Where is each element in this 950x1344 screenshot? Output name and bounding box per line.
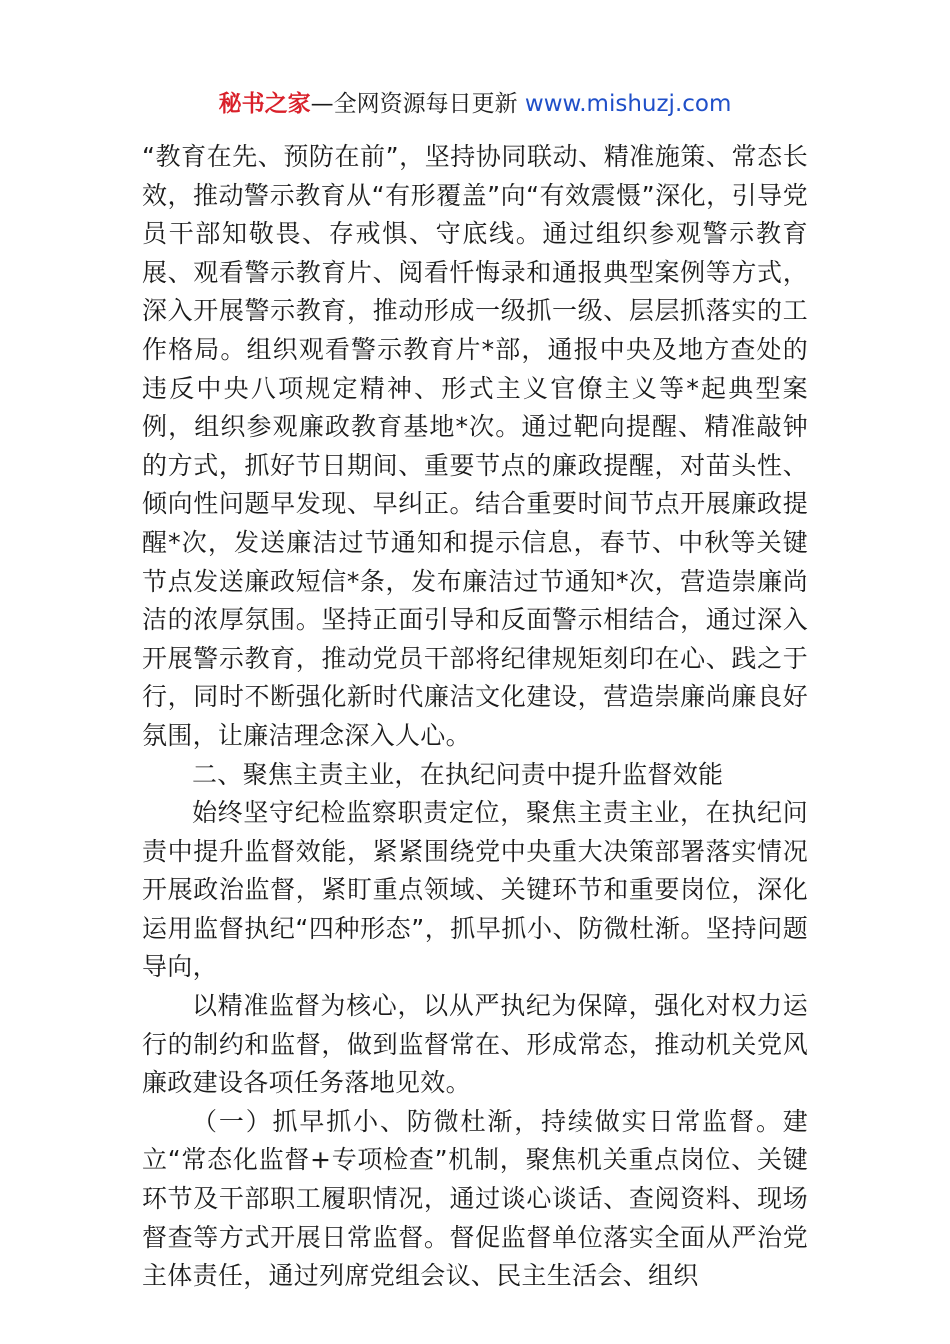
body-paragraph: 始终坚守纪检监察职责定位，聚焦主责主业，在执纪问责中提升监督效能，紧紧围绕党中央重大决策部署落实情况开展政治监督，紧盯重点领域、关键环节和重要岗位，深化运用监督执纪“四种形态”，抓早抓小、防微杜渐。坚持问题导向， [142, 798, 808, 982]
body-paragraph: （一）抓早抓小、防微杜渐，持续做实日常监督。建立“常态化监督+专项检查”机制，聚焦机关重点岗位、关键环节及干部职工履职情况，通过谈心谈话、查阅资料、现场督查等方式开展日常监督。督促监督单位落实全面从严治党主体责任，通过列席党组会议、民主生活会、组织 [142, 1106, 808, 1291]
brand-name: 秘书之家 [218, 91, 311, 117]
page-header [0, 88, 950, 120]
document-body [142, 138, 808, 1296]
body-paragraph: 以精准监督为核心，以从严执纪为保障，强化对权力运行的制约和监督，做到监督常在、形成常态，推动机关党风廉政建设各项任务落地见效。 [142, 991, 808, 1098]
header-tagline: —全网资源每日更新 [310, 91, 525, 117]
website-link[interactable]: www.mishuzj.com [524, 91, 732, 117]
body-paragraph: “教育在先、预防在前”，坚持协同联动、精准施策、常态长效，推动警示教育从“有形覆盖”向“有效震慑”深化，引导党员干部知敬畏、存戒惧、守底线。通过组织参观警示教育展、观看警示教育片、阅看忏悔录和通报典型案例等方式，深入开展警示教育，推动形成一级抓一级、层层抓落实的工作格局。组织观看警示教育片*部，通报中央及地方查处的违反中央八项规定精神、形式主义官僚主义等*起典型案例，组织参观廉政教育基地*次。通过靶向提醒、精准敲钟的方式，抓好节日期间、重要节点的廉政提醒，对苗头性、倾向性问题早发现、早纠正。结合重要时间节点开展廉政提醒*次，发送廉洁过节通知和提示信息，春节、中秋等关键节点发送廉政短信*条，发布廉洁过节通知*次，营造崇廉尚洁的浓厚氛围。坚持正面引导和反面警示相结合，通过深入开展警示教育，推动党员干部将纪律规矩刻印在心、践之于行，同时不断强化新时代廉洁文化建设，营造崇廉尚廉良好氛围，让廉洁理念深入人心。 [142, 142, 808, 750]
section-heading: 二、聚焦主责主业，在执纪问责中提升监督效能 [192, 759, 724, 789]
